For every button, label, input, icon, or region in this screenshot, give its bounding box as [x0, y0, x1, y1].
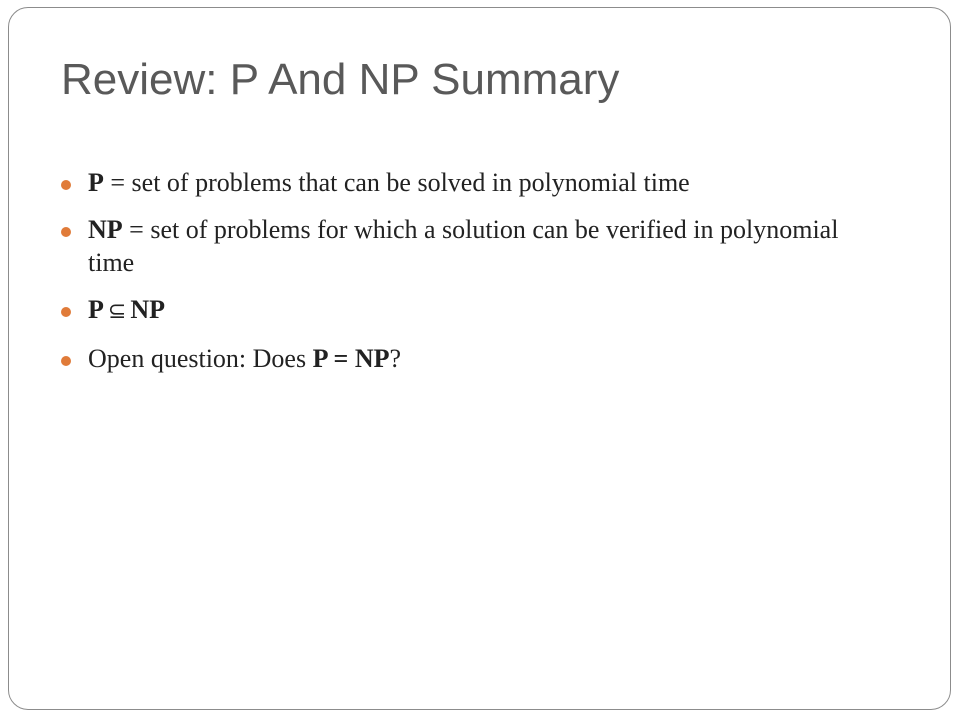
subset-right: NP	[130, 295, 165, 324]
bullet-dot-icon	[61, 356, 71, 366]
slide-title: Review: P And NP Summary	[61, 55, 620, 104]
bullet-list	[61, 166, 861, 389]
np-definition-text: = set of problems for which a solution can be verified in polynomial time	[88, 215, 839, 277]
term-p: P	[88, 168, 104, 197]
bullet-p-definition	[61, 166, 861, 199]
subset-symbol: ⊆	[107, 299, 127, 324]
open-question-suffix: ?	[389, 344, 402, 373]
term-np: NP	[88, 215, 123, 244]
bullet-subset	[61, 293, 861, 328]
bullet-open-question	[61, 342, 861, 375]
open-question-emphasis: P = NP	[312, 344, 390, 373]
bullet-dot-icon	[61, 307, 71, 317]
subset-left: P	[88, 295, 104, 324]
bullet-np-definition	[61, 213, 861, 279]
bullet-dot-icon	[61, 227, 71, 237]
p-definition-text: = set of problems that can be solved in polynomial time	[103, 168, 690, 197]
bullet-dot-icon	[61, 180, 71, 190]
open-question-prefix: Open question: Does	[88, 344, 313, 373]
